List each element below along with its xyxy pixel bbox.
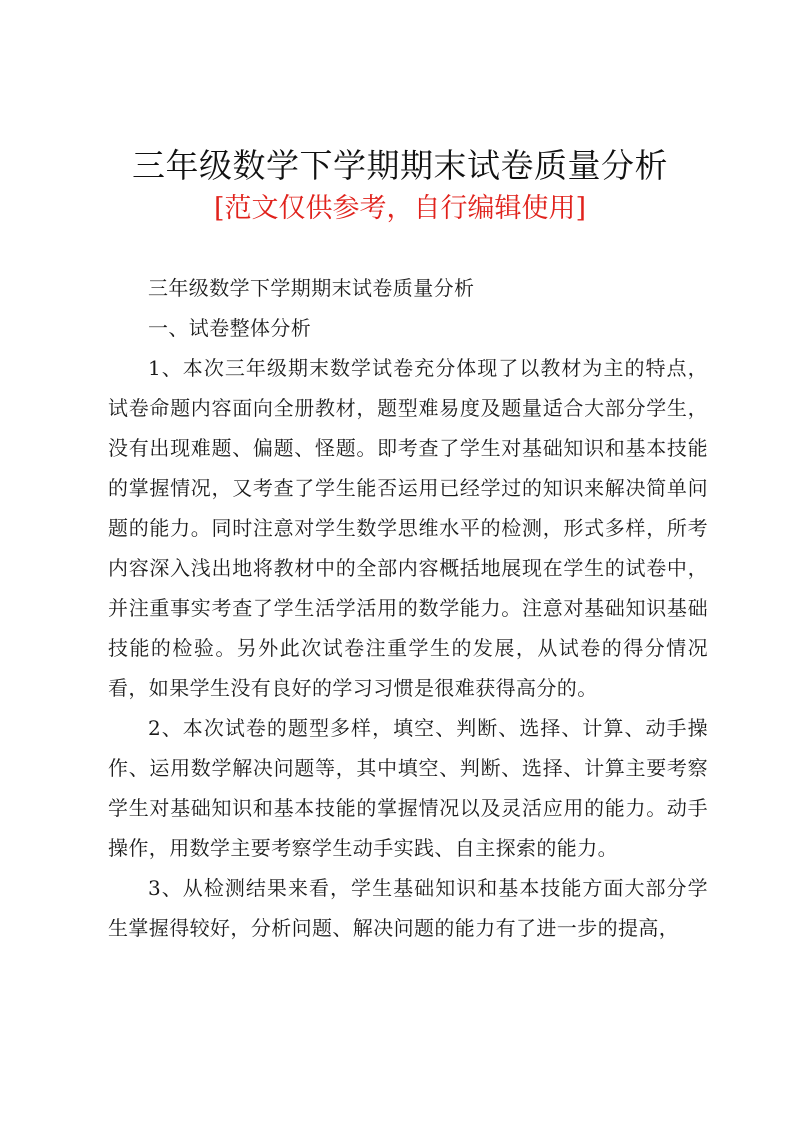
paragraph-3: 3、从检测结果来看，学生基础知识和基本技能方面大部分学生掌握得较好，分析问题、解决问题的能力有了进一步的提高， [108,876,708,940]
document-body [108,268,708,948]
paragraph-1: 1、本次三年级期末数学试卷充分体现了以教材为主的特点，试卷命题内容面向全册教材，题型难易度及题量适合大部分学生，没有出现难题、偏题、怪题。即考查了学生对基础知识和基本技能的掌握情况，又考查了学生能否运用已经学过的知识来解决简单问题的能力。同时注意对学生数学思维水平的检测，形式多样，所考内容深入浅出地将教材中的全部内容概括地展现在学生的试卷中，并注重事实考查了学生活学活用的数学能力。注意对基础知识基础技能的检验。另外此次试卷注重学生的发展，从试卷的得分情况看，如果学生没有良好的学习习惯是很难获得高分的。 [108,356,708,700]
body-heading: 三年级数学下学期期末试卷质量分析 [148,276,475,300]
document-subtitle: [范文仅供参考，自行编辑使用] [213,193,587,224]
document-title: 三年级数学下学期期末试卷质量分析 [132,146,668,185]
paragraph-2: 2、本次试卷的题型多样，填空、判断、选择、计算、动手操作、运用数学解决问题等，其中填空、判断、选择、计算主要考察学生对基础知识和基本技能的掌握情况以及灵活应用的能力。动手操作，用数学主要考察学生动手实践、自主探索的能力。 [108,716,708,860]
section-heading-1: 一、试卷整体分析 [148,316,312,340]
